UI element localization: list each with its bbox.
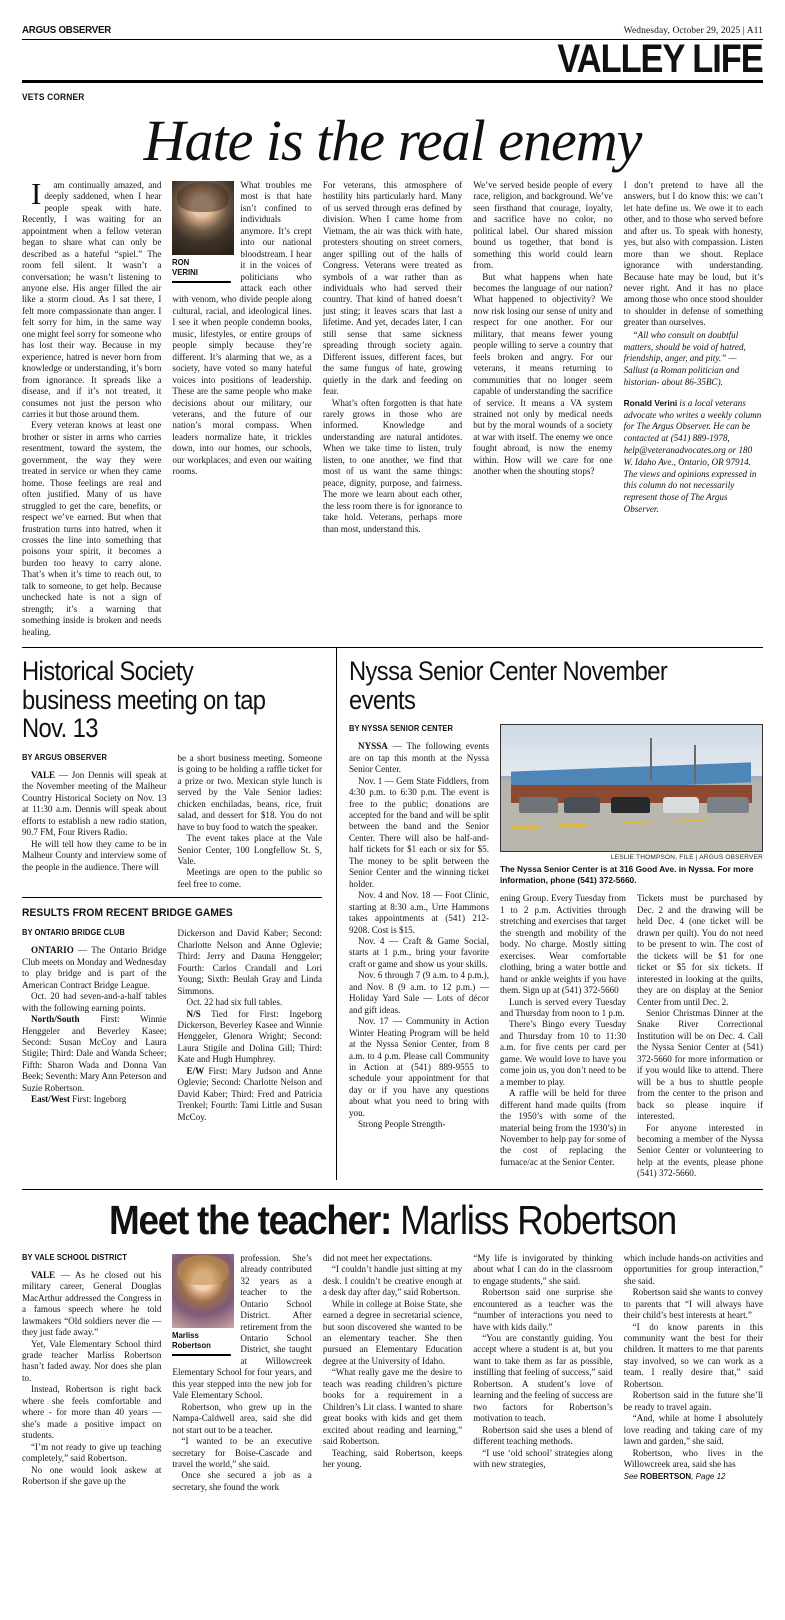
vets-author-bio	[624, 398, 763, 516]
photo-parking-stripe	[621, 821, 650, 824]
teacher-columns	[22, 1253, 763, 1494]
section-title: VALLEY LIFE	[557, 37, 763, 81]
nyssa-col-1	[349, 724, 489, 1180]
photo-shape	[177, 1255, 229, 1285]
section-title-wrap	[22, 37, 763, 81]
vets-paragraph: But what happens when hate becomes the language of our nation? What happened to objectivity? We now risk losing our sense of unity and respect for one another. For our military, that means fewer young people willing to serve a country that feels broken and angry. For our veterans, it means returning to communities that no longer seem capable of understanding the sacrifice of service. It means a VA system strained not only by medical needs but by the moral wounds of a society at war with itself. The enemy we once fought abroad, is now the enemy within. How will we care for one another when the shouting stops?	[473, 271, 613, 477]
issue-date: Wednesday, October 29, 2025 | A11	[623, 26, 763, 36]
author-name-line1: RON	[172, 257, 190, 267]
vets-corner-headline: Hate is the real enemy	[143, 107, 642, 173]
teacher-paragraph: “I use ‘old school’ strategies along with new strategies,	[473, 1447, 613, 1469]
teacher-paragraph: “I do know parents in this community want the best for their children. It matters to me that parents stay involved, so we can work as a team. I really desire that,” said Robertson.	[623, 1321, 764, 1389]
photo-parking-stripe	[678, 819, 707, 822]
teacher-headline-light: Marliss Robertson	[391, 1196, 676, 1243]
bio-body: is a local veterans advocate who writes a weekly column for The Argus Observer. He can be contacted at (541) 889-1978, help@veteranadvocates.org or 180 W. Idaho Ave., Ontario, OR 97914. The views and opinions expressed in this column do not necessarily represent those of The Argus Observer.	[623, 397, 762, 514]
historical-society-headline: Historical Society business meeting on tap Nov. 13	[22, 656, 266, 744]
photo-parking-stripe	[511, 826, 540, 829]
teacher-paragraph: “And, while at home I absolutely love reading and taking care of my lawn and garden,” she said.	[623, 1413, 764, 1447]
nyssa-paragraph: A raffle will be held for three different hand made quilts (from the 1950’s with some of the material being from the 1930’s) in November to help pay for some of the cost of replacing the furnace/ac at the Senior Center.	[500, 1088, 626, 1167]
nyssa-paragraph: Nov. 1 — Gem State Fiddlers, from 4:30 p.m. to 6:30 p.m. The event is free to the public; donations are accepted for the band and will be split between the band and the Senior Center. There will also be half-and-half tickets for $1 each or six for $5. The money to be split between the Senior Center and the winning ticket holder.	[349, 775, 489, 889]
teacher-headline	[59, 1196, 726, 1243]
teacher-paragraph: Robertson said she uses a blend of different teaching methods.	[473, 1424, 613, 1447]
vets-col-5	[624, 180, 763, 638]
teacher-paragraph: Robertson, who lives in the Willowcreek area, said she has	[623, 1447, 764, 1469]
nyssa-col-3	[637, 893, 763, 1179]
nyssa-col-2	[500, 893, 626, 1179]
teacher-col-4	[473, 1253, 612, 1494]
author-photo-caption	[172, 258, 231, 283]
teacher-paragraph: Once she secured a job as a secretary, she found the work	[172, 1470, 312, 1492]
teacher-paragraph: “My life is invigorated by thinking about what I can do in the classroom to engage students,” she said.	[473, 1252, 613, 1286]
vets-paragraph: I don’t pretend to have all the answers, but I do know this: we can’t let hate define us. We owe it to each other, and to those who served before and after us. To speak with honesty, yes, but also with compassion. Listen more than we shout. Replace ignorance with understanding. Because hate may be loud, but it’s never right. And it has no place among those who once stood shoulder to shoulder in defense of something greater than ourselves.	[623, 179, 764, 328]
hs-paragraph: VALE — Jon Dennis will speak at the November meeting of the Malheur Country Historical Society on Nov. 13 at 11:30 a.m. Dennis will speak about efforts to establish a new radio station, 90.7 FM, Four Rivers Radio.	[22, 769, 167, 838]
left-stack	[22, 648, 322, 1180]
bridge-paragraph: East/West First: Ingeborg	[31, 1094, 127, 1105]
divider-before-bridge	[22, 897, 322, 898]
hs-col-1	[22, 753, 167, 890]
photo-shape	[177, 182, 229, 212]
photo-car	[611, 797, 650, 813]
photo-credit: LESLIE THOMPSON, FILE | ARGUS OBSERVER	[610, 854, 763, 862]
hs-paragraph: The event takes place at the Vale Senior Center, 100 Longfellow St. S, Vale.	[177, 833, 322, 866]
teacher-paragraph: Robertson said one surprise she encountered as a teacher was the “number of interactions you need to have with kids daily.”	[473, 1287, 613, 1332]
teacher-paragraph: “You are constantly guiding. You accept where a student is at, but you want to take them as far as possible, instilling that feeling of success,” said Robertson. A student’s love of learning and the feeling of success are two factors for Robertson’s motivation to teach.	[473, 1332, 613, 1424]
teacher-paragraph: While in college at Boise State, she earned a degree in secretarial science, but soon discovered she wanted to be an elementary teacher. She then pursued an Elementary Education degree at the University of Idaho.	[322, 1298, 463, 1366]
teacher-col-1	[22, 1253, 161, 1494]
teacher-paragraph: which include hands-on activities and opportunities for group interaction,” she said.	[623, 1252, 764, 1286]
jump-see-word: See	[623, 1472, 641, 1482]
teacher-col-3	[323, 1253, 462, 1494]
bridge-paragraph: E/W First: Mary Judson and Anne Oglevie; Second: Charlotte Nelson and David Kaber; Third: Fred and Patricia Trenkel; Fourth: Tami Little and Susan McCoy.	[177, 1065, 322, 1122]
hs-col-2	[178, 753, 323, 890]
photo-car	[519, 797, 558, 813]
bridge-col-1	[22, 928, 167, 1123]
nyssa-paragraph: Strong People Strength-	[358, 1119, 446, 1130]
teacher-paragraph: Robertson said in the future she’ll be ready to travel again.	[623, 1390, 764, 1412]
middle-block	[22, 648, 763, 1180]
photo-caption: The Nyssa Senior Center is at 316 Good Ave. in Nyssa. For more information, phone (541) 372-5660.	[500, 864, 754, 885]
teacher-name-line1: Marliss	[172, 1330, 200, 1340]
nyssa-paragraph: Senior Christmas Dinner at the Snake River Correctional Institution will be on Dec. 4. Call the Nyssa Senior Center at (541) 372-5660 for more information or if you would like to attend. There will be a bus to shuttle people from the center to the prison and back so please inquire if interested.	[637, 1008, 763, 1122]
teacher-photo-marliss-robertson	[172, 1254, 234, 1328]
photo-car	[663, 797, 700, 813]
nyssa-paragraph: Lunch is served every Tuesday and Thursday from noon to 1 p.m.	[500, 996, 626, 1019]
nyssa-paragraph: There’s Bingo every Tuesday and Thursday from 10 to 11:30 a.m. for five cents per card per game. We would love to have you come join us, you don’t need to be a member to play.	[500, 1019, 626, 1087]
teacher-mug-wrap	[172, 1254, 234, 1356]
teacher-paragraph: profession. She’s already contributed 32 years as a teacher to the Ontario School District. After retirement from the Ontario School District, she taught at Willowcreek Elementary School for four years, and this year stepped into the new job for Vale Elementary School.	[172, 1252, 312, 1401]
teacher-col-5	[624, 1253, 763, 1494]
nyssa-byline: BY NYSSA SENIOR CENTER	[349, 724, 454, 734]
vets-corner-columns	[22, 175, 764, 638]
nyssa-paragraph: Nov. 4 — Craft & Game Social, starts at 1 p.m., bring your favorite craft or game and show us your skills.	[349, 936, 489, 969]
bridge-subhead: RESULTS FROM RECENT BRIDGE GAMES	[22, 907, 233, 920]
photo-parking-stripe	[558, 824, 587, 827]
teacher-byline: BY VALE SCHOOL DISTRICT	[22, 1252, 127, 1262]
teacher-paragraph: Teaching, said Robertson, keeps her young.	[322, 1447, 463, 1469]
bridge-paragraph: ONTARIO — The Ontario Bridge Club meets on Monday and Wednesday to play bridge and is part of the American Contract Bridge League.	[22, 945, 167, 990]
nyssa-photo-and-text	[500, 724, 763, 1180]
teacher-col-2	[172, 1253, 311, 1494]
vets-col-3	[323, 180, 462, 638]
photo-car	[564, 797, 601, 813]
bridge-paragraph: N/S Tied for First: Ingeborg Dickerson, Beverley Kasee and Winnie Henggeler, Glenora Wright; Second: Laura Stigile and Dolina Gill; Third: Kate and Hugh Humphrey.	[177, 1008, 322, 1065]
author-photo-ron-verini	[172, 181, 234, 255]
teacher-photo-caption	[172, 1331, 231, 1356]
hs-paragraph: be a short business meeting. Someone is going to be holding a raffle ticket for a prize or two. Mexican style lunch is served by the Vale Senior ladies: chicken enchiladas, beans, rice, fruit salad, and dessert for $18. You do not have to buy food to watch the speaker.	[177, 752, 322, 832]
divider-before-teacher	[22, 1189, 763, 1190]
nyssa-paragraph: ening Group. Every Tuesday from 1 to 2 p.m. Activities through stretching and exercises that target the strength and mobility of the body. No charge. Mostly sitting exercises. Wear comfortable clothing, bring a water bottle and hand or ankle weights if you have them. Sign up at (541) 372-5660	[500, 893, 626, 996]
vets-paragraph: What’s often forgotten is that hate rarely grows in those who are informed. Knowledge and understanding are natural antidotes. When we take time to listen, truly listen, to one another, we find that most of us want the same things: peace, dignity, purpose, and fairness. The more we learn about each other, the less room there is for ignorance to take hold. Veterans, perhaps more than most, understand this.	[322, 397, 463, 534]
nyssa-stack	[336, 648, 763, 1180]
vets-paragraph: For veterans, this atmosphere of hostility hits particularly hard. Many of us served through eras defined by division. When I came home from Vietnam, the air was thick with hate, protesters shouting on street corners, anger spilling out of the halls of Congress. Veterans were treated as symbols of a war rather than as individuals who had served their country. That kind of hatred doesn’t just sting; it leaves scars that last a lifetime. And yet, decades later, I can still sense that same sickness spreading through society again. Different issues, different faces, but the same fungus of hate, growing quietly in the dark and feeding on fear.	[322, 179, 463, 397]
vets-col-1	[22, 175, 162, 638]
teacher-paragraph: VALE — As he closed out his military career, General Douglas MacArthur addressed the Congress in a famous speech where he told lawmakers “Old soldiers never die — they just fade away.”	[22, 1269, 162, 1338]
teacher-paragraph: “I wanted to be an executive secretary for Boise-Cascade and travel the world,” she said.	[172, 1436, 312, 1469]
author-name-line2: VERINI	[172, 267, 199, 277]
jump-page: , Page 12	[691, 1472, 726, 1482]
teacher-paragraph: “I couldn’t handle just sitting at my desk. I couldn’t be creative enough at a desk day after day,” said Robertson.	[322, 1264, 463, 1298]
teacher-paragraph: “What really gave me the desire to teach was reading children’s picture books for a requirement in a Children’s Lit class. I wanted to share great books with kids and get them excited about reading and learning,” said Robertson.	[322, 1367, 463, 1447]
photo-flagpole	[650, 738, 652, 781]
bio-author-name: Ronald Verini	[623, 397, 678, 408]
nyssa-paragraph: Nov. 17 — Community in Action Winter Heating Program will be held at the Nyssa Senior Center, from 8 a.m. to 4 p.m. Please call Community in Action at (541) 889-9555 to schedule your appointment for that day or if you have any questions about what you need to bring with you.	[349, 1016, 489, 1118]
teacher-paragraph: did not meet her expectations.	[322, 1252, 433, 1263]
vets-paragraph: Iam continually amazed, and deeply saddened, when I hear people speak with hate. Recently, I was waiting for an appointment when a fellow veteran began to share what can only be described as a hateful “spiel.” The room fell silent. It wasn’t a conversation; he wasn’t listening to anyone else. His anger filled the air like a storm cloud. As I sat there, I felt more compassionate than anger. I felt sorry for him, in the same way one might feel sorry for someone who has lost their way. Because in my experience, hatred is never born from knowledge or understanding, it’s born from ignorance. It spreads like a disease, and if it’s not treated, it consumes not just the person who carries it but those around them.	[22, 175, 162, 420]
teacher-paragraph: No one would look askew at Robertson if she gave up the	[22, 1464, 162, 1486]
author-mug-wrap	[172, 181, 234, 283]
nyssa-paragraph: Nov. 4 and Nov. 18 — Foot Clinic, starting at 8:30 a.m., Urte Hammons takes appointments at (541) 212-9208. Cost is $15.	[349, 890, 489, 935]
photo-utility-pole	[694, 745, 696, 783]
nyssa-lower-columns	[500, 893, 763, 1179]
vets-paragraph: What troubles me most is that hate isn’t confined to individuals anymore. It’s crept into our national bloodstream. I hear it in the voices of politicians who attack each other with venom, who divide people along cultural, racial, and ideological lines. I see it when people condemn books, music, lifestyles, or entire groups of people simply because they’re different. It’s alarming that we, as a society, have voted so many hateful voices into positions of leadership. These are the same people who make decisions about our military, our veterans, and the future of our nation’s moral compass. When leaders normalize hate, it trickles down, into our homes, our schools, our workplaces, and even our waiting rooms.	[172, 179, 312, 477]
nyssa-paragraph: NYSSA — The following events are on tap this month at the Nyssa Senior Center.	[349, 741, 489, 775]
historical-society-columns	[22, 753, 322, 890]
vets-corner-kicker: VETS CORNER	[22, 91, 85, 102]
nyssa-headline: Nyssa Senior Center November events	[349, 656, 668, 715]
bridge-columns	[22, 928, 322, 1123]
bridge-paragraph: North/South First: Winnie Henggeler and Beverley Kasee; Second: Susan McCoy and Laura Stigile; Third: Dale and Wanda Scheer; Fifth: Sharon Wada and Donna Van Beek; Seventh: Mary Ann Peterson and Suzie Robertson.	[22, 1014, 167, 1093]
vets-paragraph: We’ve served beside people of every race, religion, and background. We’ve seen firsthand that courage, loyalty, and sacrifice have no color, no political label. Our shared mission bound us together, that bond is something this world could learn from.	[473, 179, 613, 271]
nyssa-paragraph: Tickets must be purchased by Dec. 2 and the drawing will be held Dec. 4 (one ticket will be drawn per quilt). You do not need to be present to win. The cost of the tickets will be $1 for one ticket or $5 for six tickets. If interested in looking at the quilts, they are on display at the Senior Center from until Dec. 2.	[637, 893, 763, 1007]
nyssa-paragraph: For anyone interested in becoming a member of the Nyssa Senior Center or volunteering to help at the events, please phone (541) 372-5660.	[637, 1122, 763, 1179]
teacher-paragraph: “I’m not ready to give up teaching completely,” said Robertson.	[22, 1441, 162, 1464]
jump-label: ROBERTSON	[640, 1472, 692, 1482]
bridge-paragraph: Oct. 20 had seven-and-a-half tables with the following earning points.	[22, 991, 167, 1013]
paper-name: ARGUS OBSERVER	[22, 24, 112, 36]
hs-paragraph: Meetings are open to the public so feel free to come.	[177, 867, 322, 889]
teacher-paragraph: Robertson said she wants to convey to parents that “I will always have their child’s best interests at heart.”	[623, 1287, 764, 1321]
nyssa-senior-center-photo	[500, 724, 763, 852]
vets-pullquote: “All who consult on doubtful matters, should be void of hatred, friendship, anger, and pity.” — Sallust (a Roman politician and historian- about 86-35BC).	[623, 329, 746, 388]
teacher-name-line2: Robertson	[172, 1340, 212, 1350]
vets-col-2	[172, 180, 311, 638]
jump-line[interactable]	[624, 1472, 763, 1481]
bridge-paragraph: Dickerson and David Kaber; Second: Charlotte Nelson and Anne Oglevie; Third: Jerry and Dauna Henggeler; Fourth: Carlos Crandall and Lori Young; Sixth: Beulah Gray and Linda Simmons.	[177, 928, 322, 996]
hs-paragraph: He will tell how they came to be in Malheur County and interview some of the people in the audience. There will	[22, 838, 167, 872]
teacher-headline-bold: Meet the teacher:	[109, 1196, 392, 1243]
historical-society-byline: BY ARGUS OBSERVER	[22, 752, 108, 762]
teacher-paragraph: Robertson, who grew up in the Nampa-Caldwell area, said she did not start out to be a teacher.	[172, 1401, 312, 1435]
teacher-paragraph: Instead, Robertson is right back where she feels comfortable and where - for more than 40 years — she’s made a positive impact on students.	[22, 1384, 162, 1441]
bridge-byline: BY ONTARIO BRIDGE CLUB	[22, 928, 125, 938]
teacher-paragraph: Yet, Vale Elementary School third grade teacher Marliss Robertson hasn’t faded away. Nor does she plan to.	[22, 1338, 162, 1383]
bridge-col-2	[178, 928, 323, 1123]
vets-col-4	[473, 180, 612, 638]
bridge-paragraph: Oct. 22 had six full tables.	[186, 997, 283, 1008]
photo-car	[707, 797, 749, 813]
vets-paragraph: Every veteran knows at least one brother or sister in arms who carries resentment, toward the system, the government, the way they were treated in service or when they came home. Those feelings are real and often justified. Many of us have struggled to get the care, benefits, or respect we’ve earned. But when that frustration turns into hatred, when it crosses the line into something that poisons your spirit, it becomes a burden too heavy to carry alone. That’s when it’s time to reach out, to talk to someone, to get help. Because unchecked hate is not a sign of strength; it’s a warning that something inside is broken and needs healing.	[22, 420, 162, 637]
nyssa-top-row	[349, 724, 763, 1180]
nyssa-paragraph: Nov. 6 through 7 (9 a.m. to 4 p.m.), and Nov. 8 (9 a.m. to 12 p.m.) — Holiday Yard Sale — Lots of décor and gift ideas.	[349, 970, 489, 1015]
